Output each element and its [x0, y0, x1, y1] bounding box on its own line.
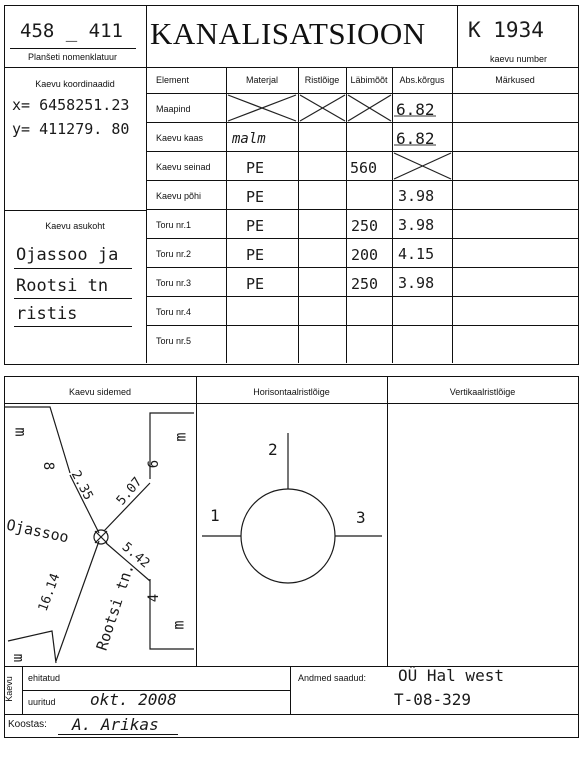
tie-label: m: [169, 620, 188, 630]
cell-material: PE: [246, 217, 265, 235]
tie-label: 6: [146, 459, 163, 469]
surveyed-value: okt. 2008: [90, 690, 177, 709]
cell-elevation: 3.98: [398, 216, 435, 234]
col-header-elevation: Abs.kõrgus: [399, 75, 445, 85]
location-line-3: ristis: [16, 304, 78, 324]
col-header-material: Materjal: [245, 75, 278, 85]
vertical-section-label: Vertikaalristlõige: [449, 387, 516, 397]
row-label: Kaevu kaas: [156, 133, 204, 143]
row-label: Toru nr.4: [156, 307, 192, 317]
cross-marks: [228, 95, 451, 179]
tie-label: 2.35: [67, 468, 96, 503]
tie-label: 16.14: [35, 571, 64, 614]
divider: [10, 48, 136, 49]
divider: [14, 298, 132, 299]
col-header-element: Element: [156, 75, 190, 85]
location-label: Kaevu asukoht: [45, 221, 105, 231]
data-source-label: Andmed saadud:: [298, 673, 367, 683]
cell-diameter: 250: [351, 217, 379, 235]
surveyed-label: uuritud: [28, 697, 56, 707]
data-source-line-2: T-08-329: [394, 690, 472, 709]
coord-x: x= 6458251.23: [12, 96, 130, 114]
data-source-line-1: OÜ Hal west: [398, 666, 504, 685]
cell-elevation: 4.15: [398, 245, 435, 263]
tie-label: m: [11, 427, 30, 437]
cell-diameter: 250: [351, 275, 379, 293]
pipe-number: 3: [356, 508, 366, 527]
cell-material: PE: [246, 275, 265, 293]
divider: [387, 376, 388, 666]
col-header-notes: Märkused: [495, 75, 535, 85]
divider: [290, 666, 291, 714]
cell-material: PE: [246, 188, 265, 206]
tie-label: 4: [146, 593, 163, 603]
cell-elevation: 6.82: [396, 129, 435, 148]
coords-label: Kaevu koordinaadid: [35, 79, 115, 89]
street-name: Ojassoo: [4, 515, 71, 547]
divider: [457, 5, 458, 67]
tie-label: m: [10, 653, 27, 663]
street-name: Rootsi tn.: [92, 561, 138, 653]
built-label: ehitatud: [28, 673, 61, 683]
compiled-by-value: A. Arikas: [72, 715, 159, 734]
cell-elevation: 3.98: [398, 274, 435, 292]
row-label: Toru nr.1: [156, 220, 192, 230]
sheet-label: Planšeti nomenklatuur: [28, 52, 118, 62]
element-table: [146, 67, 578, 363]
cell-material: malm: [232, 131, 266, 147]
row-label: Kaevu põhi: [156, 191, 202, 201]
sheet-number: 458 _ 411: [20, 20, 123, 42]
cell-diameter: 200: [351, 246, 379, 264]
pipe-number: 1: [210, 506, 220, 525]
location-line-2: Rootsi tn: [16, 276, 109, 296]
row-label: Kaevu seinad: [156, 162, 211, 172]
cell-material: PE: [246, 246, 265, 264]
horizontal-section-sketch: [196, 403, 387, 666]
row-label: Toru nr.5: [156, 336, 192, 346]
divider: [4, 210, 146, 211]
cell-diameter: 560: [350, 159, 378, 177]
cell-elevation: 6.82: [396, 100, 435, 119]
pipe-number: 2: [268, 440, 278, 459]
row-label: Toru nr.3: [156, 278, 192, 288]
divider: [14, 268, 132, 269]
cell-elevation: 3.98: [398, 187, 435, 205]
tie-label: 8: [40, 461, 57, 471]
well-id: K 1934: [468, 18, 544, 42]
coord-y: y= 411279. 80: [12, 120, 130, 138]
horizontal-section-label: Horisontaalristlõige: [253, 387, 330, 397]
divider: [58, 734, 178, 735]
location-line-1: Ojassoo ja: [16, 245, 119, 265]
divider: [14, 326, 132, 327]
col-header-section: Ristlõige: [304, 75, 340, 85]
kaevu-label: Kaevu: [3, 676, 14, 702]
ties-label: Kaevu sidemed: [68, 387, 132, 397]
compiled-by-label: Koostas:: [8, 719, 47, 730]
tie-label: 5.42: [118, 539, 153, 572]
page-title: KANALISATSIOON: [150, 16, 426, 51]
row-label: Toru nr.2: [156, 249, 192, 259]
col-header-diameter: Läbimõõt: [350, 75, 388, 85]
tie-label: 5.07: [113, 474, 146, 509]
well-id-label: kaevu number: [490, 54, 548, 64]
row-label: Maapind: [156, 104, 191, 114]
tie-label: m: [171, 432, 190, 442]
cell-material: PE: [246, 159, 265, 177]
table-grid: [146, 67, 578, 363]
